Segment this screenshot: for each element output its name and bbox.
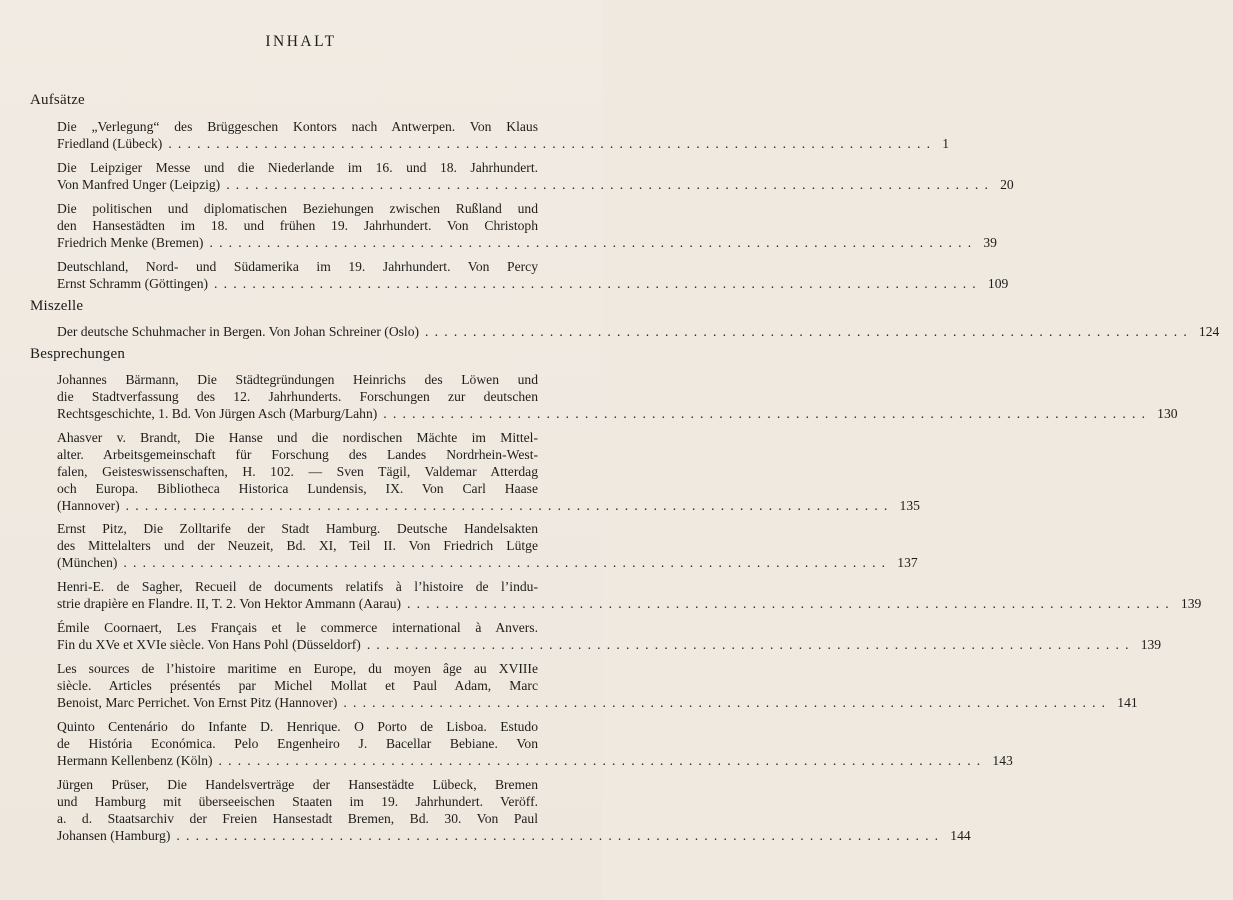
- page-number: 137: [897, 555, 918, 570]
- entry-line: [57, 323, 1220, 340]
- entry-line: und Hamburg mit überseeischen Staaten im 19. Jahrhundert. Veröff.: [57, 794, 538, 809]
- leader-dots: ................................................................................: [226, 177, 995, 192]
- page-number: 39: [983, 235, 997, 250]
- entry-line: [57, 234, 997, 251]
- page-number: 135: [899, 498, 920, 513]
- page-number: 124: [1198, 324, 1220, 339]
- leader-dots: ................................................................................: [425, 324, 1193, 339]
- toc-entry: [57, 660, 1138, 711]
- entry-line: [57, 497, 920, 514]
- page-number: 130: [1157, 406, 1178, 421]
- entry-line: a. d. Staatsarchiv der Freien Hansestadt Bremen, Bd. 30. Von Paul: [57, 811, 538, 826]
- entry-line: Die „Verlegung“ des Brüggeschen Kontors nach Antwerpen. Von Klaus: [57, 119, 538, 134]
- entry-line-text: Ernst Schramm (Göttingen): [57, 276, 209, 291]
- leader-dots: ................................................................................: [343, 695, 1112, 710]
- entry-line: Les sources de l’histoire maritime en Europe, du moyen âge au XVIIIe: [57, 661, 538, 676]
- section-heading: Besprechungen: [30, 346, 126, 362]
- entry-line: och Europa. Bibliotheca Historica Lundensis, IX. Von Carl Haase: [57, 481, 538, 496]
- entry-line: de História Económica. Pelo Engenheiro J. Bacellar Bebiane. Von: [57, 736, 538, 751]
- entry-line-text: Fin du XVe et XVIe siècle. Von Hans Pohl (Düsseldorf): [57, 637, 361, 652]
- entry-line-text: (Hannover): [57, 498, 120, 513]
- entry-line: des Mittelalters und der Neuzeit, Bd. XI, Teil II. Von Friedrich Lütge: [57, 538, 538, 553]
- entry-line: Henri-E. de Sagher, Recueil de documents relatifs à l’histoire de l’indu-: [57, 579, 538, 594]
- entry-line: Deutschland, Nord- und Südamerika im 19. Jahrhundert. Von Percy: [57, 259, 538, 274]
- entry-line: Die politischen und diplomatischen Beziehungen zwischen Rußland und: [57, 201, 538, 216]
- entry-line: [57, 752, 1013, 769]
- entry-line: Ahasver v. Brandt, Die Hanse und die nordischen Mächte im Mittel-: [57, 430, 538, 445]
- page-number: 1: [942, 136, 949, 151]
- entry-line: [57, 694, 1138, 711]
- leader-dots: ................................................................................: [407, 596, 1175, 611]
- leader-dots: ................................................................................: [366, 637, 1135, 652]
- page-number: 143: [992, 753, 1013, 768]
- toc-entry: [57, 776, 971, 844]
- entry-line-text: Rechtsgeschichte, 1. Bd. Von Jürgen Asch (Marburg/Lahn): [57, 406, 378, 421]
- section-heading: Aufsätze: [30, 92, 85, 108]
- entry-line: Die Leipziger Messe und die Niederlande im 16. und 18. Jahrhundert.: [57, 160, 538, 175]
- entry-line: siècle. Articles présentés par Michel Mollat et Paul Adam, Marc: [57, 678, 538, 693]
- entry-line-text: Der deutsche Schuhmacher in Bergen. Von Johan Schreiner (Oslo): [57, 324, 420, 339]
- leader-dots: ................................................................................: [176, 828, 945, 843]
- toc-entry: [57, 371, 1178, 422]
- section-heading: Miszelle: [30, 298, 84, 314]
- entry-line: [57, 554, 918, 571]
- toc-entry: [57, 323, 1220, 340]
- toc-entry: [57, 258, 1009, 292]
- toc-entry: [57, 159, 1014, 193]
- page-number: 139: [1180, 596, 1202, 611]
- entry-line: [57, 595, 1202, 612]
- page-number: 109: [987, 276, 1009, 291]
- entry-line: [57, 135, 949, 152]
- entry-line-text: Friedland (Lübeck): [57, 136, 163, 151]
- entry-line-text: (München): [57, 555, 118, 570]
- leader-dots: ................................................................................: [383, 406, 1152, 421]
- page-number: 141: [1117, 695, 1138, 710]
- entry-line: Quinto Centenário do Infante D. Henrique. O Porto de Lisboa. Estudo: [57, 719, 538, 734]
- entry-line: Ernst Pitz, Die Zolltarife der Stadt Hamburg. Deutsche Handelsakten: [57, 521, 538, 536]
- entry-line-text: Benoist, Marc Perrichet. Von Ernst Pitz (Hannover): [57, 695, 338, 710]
- leader-dots: ................................................................................: [125, 498, 894, 513]
- toc-entry: [57, 578, 1202, 612]
- entry-line-text: Von Manfred Unger (Leipzig): [57, 177, 221, 192]
- entry-line: Johannes Bärmann, Die Städtegründungen Heinrichs des Löwen und: [57, 372, 538, 387]
- entry-line: Émile Coornaert, Les Français et le commerce international à Anvers.: [57, 620, 538, 635]
- entry-line-text: Friedrich Menke (Bremen): [57, 235, 204, 250]
- entry-line: [57, 636, 1162, 653]
- page-title: INHALT: [265, 33, 337, 50]
- entry-line-text: strie drapière en Flandre. II, T. 2. Von Hektor Ammann (Aarau): [57, 596, 402, 611]
- entry-line-text: Johansen (Hamburg): [57, 828, 171, 843]
- toc-entry: [57, 619, 1162, 653]
- entry-line: [57, 405, 1178, 422]
- toc-entry: [57, 520, 918, 571]
- page-number: 139: [1140, 637, 1162, 652]
- toc-entry: [57, 200, 997, 251]
- entry-line: [57, 176, 1014, 193]
- leader-dots: ................................................................................: [168, 136, 937, 151]
- leader-dots: ................................................................................: [123, 555, 892, 570]
- entry-line: alter. Arbeitsgemeinschaft für Forschung des Landes Nordrhein-West-: [57, 447, 538, 462]
- entry-line: [57, 275, 1009, 292]
- toc-entry: [57, 718, 1013, 769]
- toc-entry: [57, 429, 920, 514]
- toc-entry: [57, 118, 949, 152]
- entry-line-text: Hermann Kellenbenz (Köln): [57, 753, 213, 768]
- leader-dots: ................................................................................: [209, 235, 978, 250]
- page-number: 20: [1000, 177, 1014, 192]
- leader-dots: ................................................................................: [214, 276, 982, 291]
- entry-line: [57, 827, 971, 844]
- entry-line: falen, Geisteswissenschaften, H. 102. — Sven Tägil, Valdemar Atterdag: [57, 464, 538, 479]
- entry-line: den Hansestädten im 18. und frühen 19. Jahrhundert. Von Christoph: [57, 218, 538, 233]
- entry-line: Jürgen Prüser, Die Handelsverträge der Hansestädte Lübeck, Bremen: [57, 777, 538, 792]
- leader-dots: ................................................................................: [218, 753, 987, 768]
- entry-line: die Stadtverfassung des 12. Jahrhunderts. Forschungen zur deutschen: [57, 389, 538, 404]
- page-number: 144: [950, 828, 971, 843]
